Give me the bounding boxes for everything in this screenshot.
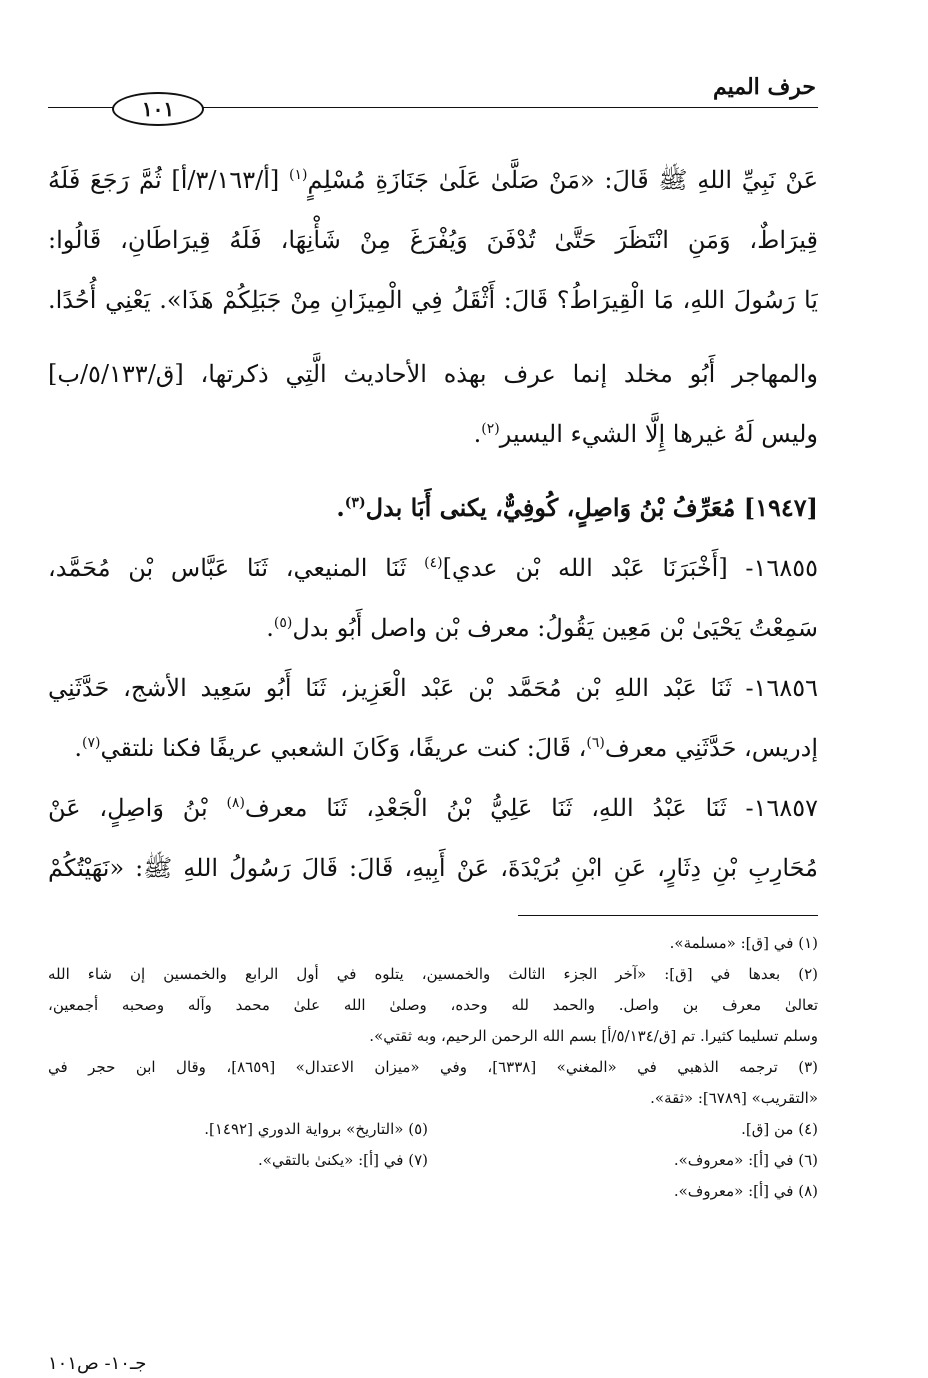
volume-page-reference: جـ١٠- ص١٠١ [48,1353,147,1374]
text-line: سَمِعْتُ يَحْيَىٰ بْن مَعِين يَقُولُ: معرف بْن واصل أَبُو بدل$^{(٥)}$. [266,614,818,642]
footnote-row [48,1145,818,1176]
footnote-row [48,1114,818,1145]
footnote-ref: (٨) [226,795,245,811]
footnote-ref: (٥) [273,615,293,631]
footnote-4: (٤) من [ق]. [741,1120,818,1138]
footnote-2-line-3: وسلم تسليما كثيرا. تم [ق/٥/١٣٤/أ] بسم الله الرحمن الرحيم، وبه ثقتي». [369,1027,818,1045]
footnote-ref: (٧) [82,735,101,751]
entry-heading: [١٩٤٧] مُعَرِّفُ بْنُ وَاصِلٍ، كُوفِيٌّ، يكنى أَبَا بدل$^{(٣)}$. [336,493,818,522]
page-header-title: حرف الميم [712,74,816,100]
text-line: والمهاجر أَبُو مخلد إنما عرف بهذه الأحاديث الَّتِي ذكرتها، [ق/٥/١٣٣/ب] [48,360,818,388]
text-line: عَنْ نَبِيِّ اللهِ ﷺ قَالَ: «مَنْ صَلَّىٰ عَلَىٰ جَنَازَةِ مُسْلِمٍ$^{(١)}$ [أ/٣/١٦٣/أ] ثُمَّ رَجَعَ فَلَهُ [48,166,818,194]
main-text [48,150,818,898]
footnote-5: (٥) «التاريخ» برواية الدوري [١٤٩٢]. [204,1120,428,1138]
footnote-8: (٨) في [أ]: «معروف». [673,1182,818,1200]
text-line: قِيرَاطٌ، وَمَنِ انْتَظَرَ حَتَّىٰ تُدْفَنَ وَيُفْرَغَ مِنْ شَأْنِهَا، فَلَهُ قِيرَاطَانِ، قَالُوا: [48,226,818,254]
text-line: إدريس، حَدَّثَنِي معرف$^{(٦)}$، قَالَ: كنت عريفًا، وَكَانَ الشعبي عريفًا فكنا نلتقي$^{(٧)}$. [74,734,818,762]
footnote-row [48,1176,818,1207]
text-line: ١٦٨٥٥- [أَخْبَرَنَا عَبْد الله بْن عدي]$^{(٤)}$ ثَنَا المنيعي، ثَنَا عَبَّاس بْن مُحَمَّد، [48,554,818,582]
footnote-2-line-2: تعالىٰ معرف بن واصل. والحمد لله وحده، وصلىٰ الله علىٰ محمد وآله وصحبه أجمعين، [48,996,818,1014]
footnote-3-line-2: «التقريب» [٦٧٨٩]: «ثقة». [650,1089,818,1107]
page-number-badge: ١٠١ [112,92,204,126]
text-line: يَا رَسُولَ اللهِ، مَا الْقِيرَاطُ؟ قَالَ: أَثْقَلُ فِي الْمِيزَانِ مِنْ جَبَلِكُمْ هَذَا». يَعْنِي أُحُدًا. [48,286,818,314]
text-line: مُحَارِبِ بْنِ دِثَارٍ، عَنِ ابْنِ بُرَيْدَةَ، عَنْ أَبِيهِ، قَالَ: قَالَ رَسُولُ اللهِ ﷺ: «نَهَيْتُكُمْ [48,854,818,882]
text-line: وليس لَهُ غيرها إِلَّا الشيء اليسير$^{(٢)}$. [473,420,818,448]
footnote-ref: (٤) [424,555,443,571]
footnote-ref: (١) [289,167,308,183]
footnote-3-line-1: (٣) ترجمه الذهبي في «المغني» [٦٣٣٨]، وفي «ميزان الاعتدال» [٨٦٥٩]، وقال ابن حجر في [48,1058,818,1076]
footnotes [48,928,818,1207]
footnote-ref: (٣) [344,495,366,511]
footnote-7: (٧) في [أ]: «يكنىٰ بالتقي». [258,1151,428,1169]
text-line: ١٦٨٥٦- ثَنَا عَبْد اللهِ بْن مُحَمَّد بْن عَبْد الْعَزِيز، ثَنَا أَبُو سَعِيد الأشج، حَدَّثَنِي [48,674,818,702]
text-line: ١٦٨٥٧- ثَنَا عَبْدُ اللهِ، ثَنَا عَلِيُّ بْنُ الْجَعْدِ، ثَنَا معرف$^{(٨)}$ بْنُ وَاصِلٍ، عَنْ [48,794,818,822]
footnote-ref: (٢) [481,421,500,437]
footnote-ref: (٦) [586,735,605,751]
footnote-6: (٦) في [أ]: «معروف». [673,1151,818,1169]
footnote-rule [518,915,818,916]
footnote-2-line-1: (٢) بعدها في [ق]: «آخر الجزء الثالث والخمسين، يتلوه في أول الرابع والخمسين إن شاء الله [48,965,818,983]
footnote-1: (١) في [ق]: «مسلمة». [669,934,818,952]
